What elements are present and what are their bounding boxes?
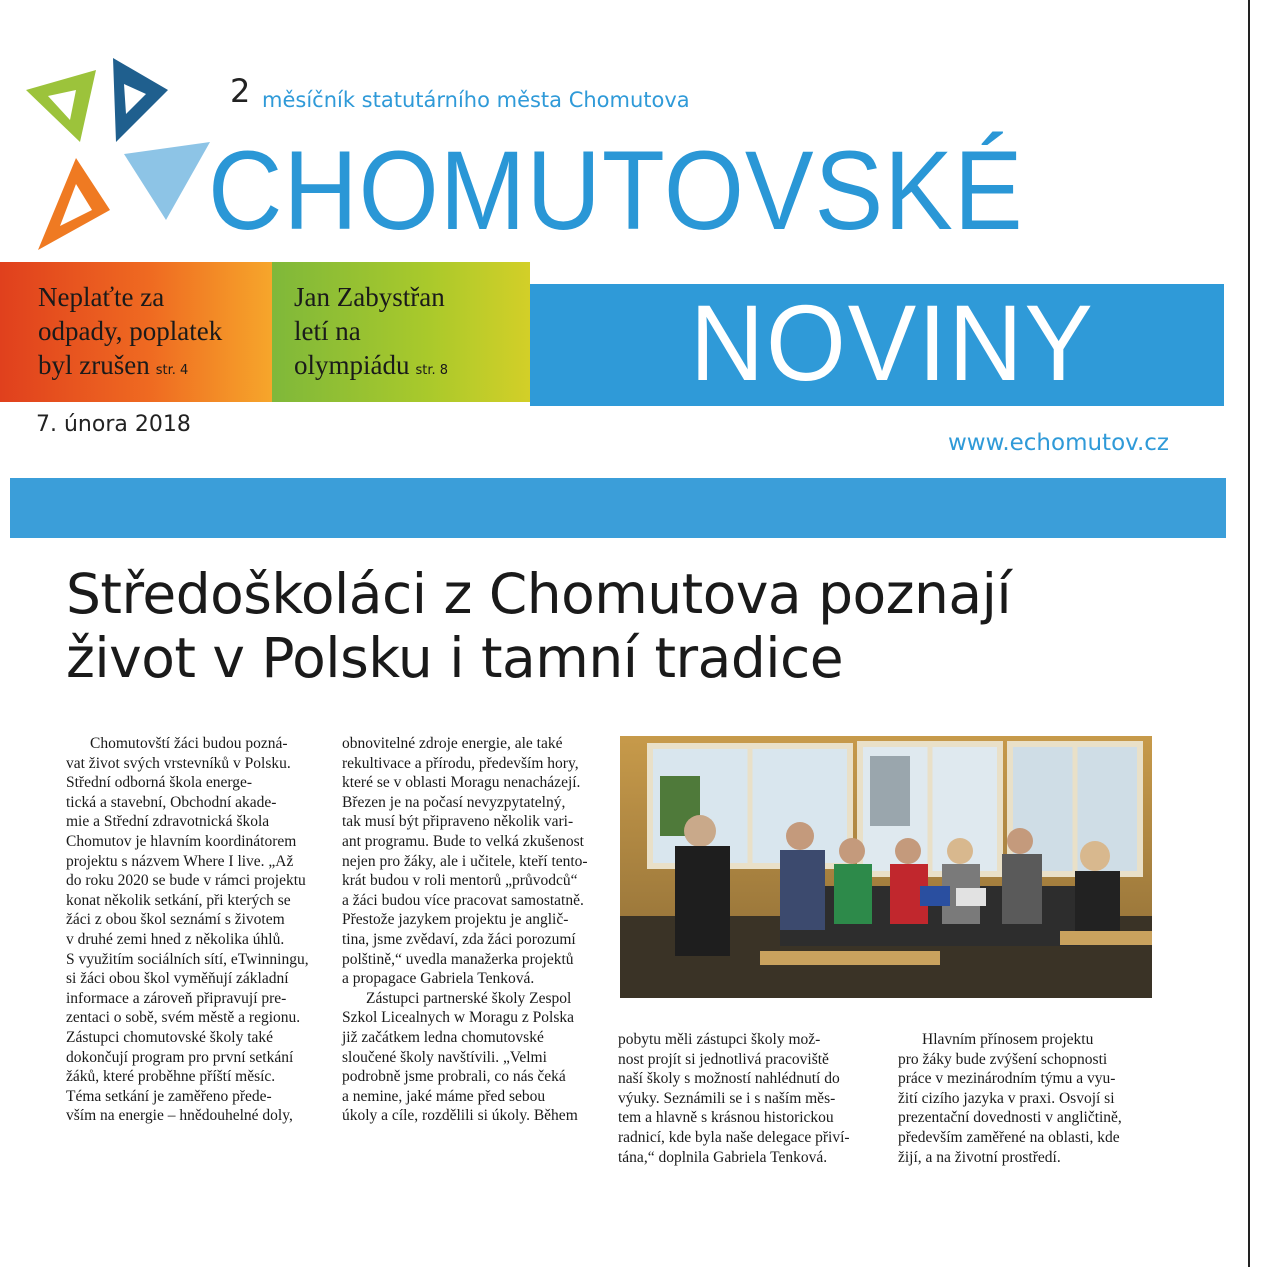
article-line: tak musí být připraveno několik vari- [342, 813, 574, 831]
teaser-2-line: letí na [294, 316, 361, 346]
teaser-2-line: olympiádu [294, 350, 410, 380]
article-line: Střední odborná škola energe- [66, 774, 253, 792]
article-line: tem a hlavně s krásnou historickou [618, 1109, 834, 1127]
masthead-title-line2: NOVINY [690, 282, 1095, 403]
teaser-1-line: odpady, poplatek [38, 316, 223, 346]
article-column-2 [342, 734, 600, 1126]
article-line: Přestože jazykem projektu je anglič- [342, 911, 569, 929]
article-line: již začátkem ledna chomutovské [342, 1028, 544, 1046]
article-line: do roku 2020 se bude v rámci projektu [66, 872, 306, 890]
article-line: podrobně jsme probrali, co nás čeká [342, 1068, 566, 1086]
teaser-box-1[interactable] [0, 262, 272, 402]
article-line: tina, jsme zvědaví, zda žáci porozumí [342, 930, 576, 948]
article-line: zentaci o sobě, svém městě a regionu. [66, 1009, 301, 1027]
article-line: dokončují program pro první setkání [66, 1048, 294, 1066]
article-line: práce v mezinárodním týmu a vyu- [898, 1070, 1116, 1088]
article-line: tická a stavební, Obchodní akade- [66, 793, 277, 811]
scan-edge-line [1248, 0, 1250, 1267]
article-line: v druhé zemi hned z několika úhlů. [66, 930, 285, 948]
article-line: a nemine, jaké máme před sebou [342, 1087, 546, 1105]
headline-line-2: život v Polsku i tamní tradice [66, 626, 844, 690]
article-line: si žáci obou škol vyměňují základní [66, 970, 289, 988]
article-line: ant programu. Bude to velká zkušenost [342, 832, 584, 850]
article-line: žáci z obou škol seznámí s životem [66, 911, 285, 929]
article-line: polštině,“ uvedla manažerka projektů [342, 950, 574, 968]
article-line: Zástupci partnerské školy Zespol [366, 989, 572, 1007]
article-line: žití cizího jazyka v praxi. Osvojí si [898, 1089, 1115, 1107]
meeting-photo-icon [620, 736, 1152, 998]
article-line: projektu s názvem Where I live. „Až [66, 852, 294, 870]
article-headline [66, 562, 1206, 690]
article-line: sloučené školy navštívili. „Velmi [342, 1048, 547, 1066]
article-line: rekultivace a přírodu, především hory, [342, 754, 579, 772]
masthead-subtitle: měsíčník statutárního města Chomutova [262, 88, 690, 112]
website-link[interactable]: www.echomutov.cz [948, 430, 1170, 456]
article-line: radnicí, kde byla naše delegace přiví- [618, 1128, 850, 1146]
article-line: konat několik setkání, při kterých se [66, 891, 291, 909]
article-line: nost projít si jednotlivá pracoviště [618, 1050, 829, 1068]
article-line: Zástupci chomutovské školy také [66, 1028, 274, 1046]
article-line: Téma setkání je zaměřeno přede- [66, 1087, 272, 1105]
teaser-1-line: Neplaťte za [38, 282, 165, 312]
article-line: S využitím sociálních sítí, eTwinningu, [66, 950, 309, 968]
article-line: prezentační dovednosti v angličtině, [898, 1109, 1122, 1127]
headline-line-1: Středoškoláci z Chomutova poznají [66, 562, 1012, 626]
article-line: žáků, které proběhne příští měsíc. [66, 1068, 276, 1086]
teaser-1-page: str. 4 [155, 363, 189, 378]
article-line: krát budou v roli mentorů „průvodců“ [342, 872, 578, 890]
article-line: výuky. Seznámili se i s naším měs- [618, 1089, 836, 1107]
article-line: informace a zároveň připravují pre- [66, 989, 287, 1007]
issue-date: 7. února 2018 [36, 412, 191, 437]
article-line: Hlavním přínosem projektu [922, 1031, 1094, 1048]
article-line: Chomutov je hlavním koordinátorem [66, 832, 297, 850]
article-line: pobytu měli zástupci školy mož- [618, 1031, 821, 1048]
article-line: žijí, a na životní prostředí. [898, 1148, 1061, 1166]
article-line: které se v oblasti Moragu nenacházejí. [342, 774, 581, 792]
article-line: vším na energie – hnědouhelné doly, [66, 1107, 293, 1125]
article-line: úkoly a cíle, rozdělili si úkoly. Během [342, 1107, 578, 1125]
teaser-1-line: byl zrušen [38, 350, 150, 380]
article-line: mie a Střední zdravotnická škola [66, 813, 270, 831]
article-line: především zaměřené na oblasti, kde [898, 1128, 1120, 1146]
issue-number: 2 [230, 72, 251, 110]
article-line: Szkol Licealnych w Moragu z Polska [342, 1009, 575, 1027]
article-line: tána,“ doplnila Gabriela Tenková. [618, 1148, 828, 1166]
teaser-2-line: Jan Zabystřan [294, 282, 445, 312]
article-line: a propagace Gabriela Tenková. [342, 970, 535, 988]
article-line: obnovitelné zdroje energie, ale také [342, 735, 563, 752]
article-line: Chomutovští žáci budou pozná- [90, 735, 288, 752]
article-line: nejen pro žáky, ale i učitele, kteří tento- [342, 852, 588, 870]
article-column-1 [66, 734, 328, 1126]
masthead-title-line1: CHOMUTOVSKÉ [208, 128, 1024, 253]
teaser-2-page: str. 8 [415, 363, 449, 378]
article-line: a žáci budou více pracovat samostatně. [342, 891, 584, 909]
teaser-box-2[interactable] [272, 262, 530, 402]
city-logo-icon [18, 50, 228, 260]
article-line: naší školy s možností nahlédnutí do [618, 1070, 840, 1088]
article-column-4 [898, 1030, 1152, 1167]
article-line: vat život svých vrstevníků v Polsku. [66, 754, 291, 772]
article-line: pro žáky bude zvýšení schopnosti [898, 1050, 1108, 1068]
section-stripe [10, 478, 1226, 538]
article-column-3 [618, 1030, 878, 1167]
article-line: Březen je na počasí nevyzpytatelný, [342, 793, 566, 811]
